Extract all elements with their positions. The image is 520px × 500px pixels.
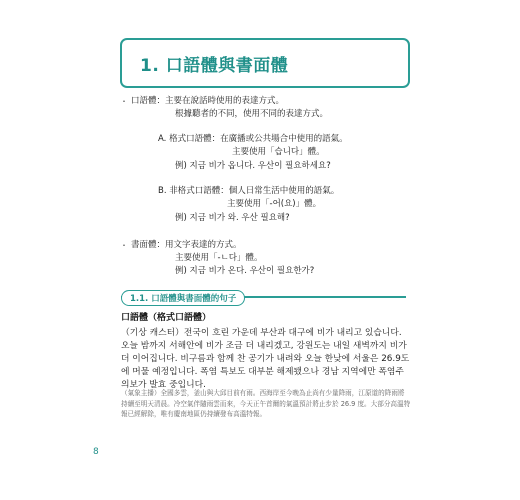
chinese-translation: （氣象主播）全國多雲，釜山與大邱目前有雨。西海岸至今晚為止尚有少量降雨，江原道的降雨將持續至明天清晨。冷空氣伴隨雨雲而來，今天正午首爾的氣溫預計將止步於 26.9 度。大部分高溫特報已經解除，唯有慶南地區仍持續發布高溫特報。 bbox=[121, 389, 411, 418]
spoken-definition: 口語體：主要在說話時使用的表達方式。 bbox=[131, 96, 285, 106]
bullet-spoken: ・ bbox=[120, 97, 128, 106]
written-definition: 書面體：用文字表達的方式。 bbox=[131, 240, 242, 250]
section-heading-box bbox=[121, 290, 245, 306]
written-usage: 主要使用「-ㄴ다」體。 bbox=[175, 253, 263, 263]
formal-definition: A. 格式口語體：在廣播或公共場合中使用的語氣。 bbox=[158, 134, 348, 144]
page-number: 8 bbox=[93, 447, 99, 457]
bullet-written: ・ bbox=[120, 241, 128, 250]
informal-definition: B. 非格式口語體：個人日常生活中使用的語氣。 bbox=[158, 186, 340, 196]
chapter-title-box bbox=[120, 38, 410, 88]
formal-example: 例) 지금 비가 옵니다. 우산이 필요하세요? bbox=[175, 161, 331, 171]
spoken-description: 根據聽者的不同，使用不同的表達方式。 bbox=[175, 109, 329, 119]
korean-paragraph: （기상 캐스터）전국이 흐린 가운데 부산과 대구에 비가 내리고 있습니다. 오늘 밤까지 서해안에 비가 조금 더 내리겠고, 강원도는 내일 새벽까지 비가 더 이어집니다. 비구름과 함께 찬 공기가 내려와 오늘 한낮에 서울은 26.9도에 머물 예정입니다. 폭염 특보도 대부분 해제됐으나 경남 지역에만 폭염주의보가 발효 중입니다. bbox=[121, 328, 410, 390]
informal-example: 例) 지금 비가 와. 우산 필요해? bbox=[175, 213, 290, 223]
section-heading: 1.1. 口語體與書面體的句子 bbox=[130, 294, 237, 304]
informal-usage: 主要使用「-어(요)」體。 bbox=[227, 199, 322, 209]
formal-usage: 主要使用「습니다」體。 bbox=[232, 147, 325, 157]
section-subheading: 口語體（格式口語體） bbox=[121, 313, 212, 323]
page-title: 1. 口語體與書面體 bbox=[140, 55, 289, 76]
written-example: 例) 지금 비가 온다. 우산이 필요한가? bbox=[175, 266, 315, 276]
